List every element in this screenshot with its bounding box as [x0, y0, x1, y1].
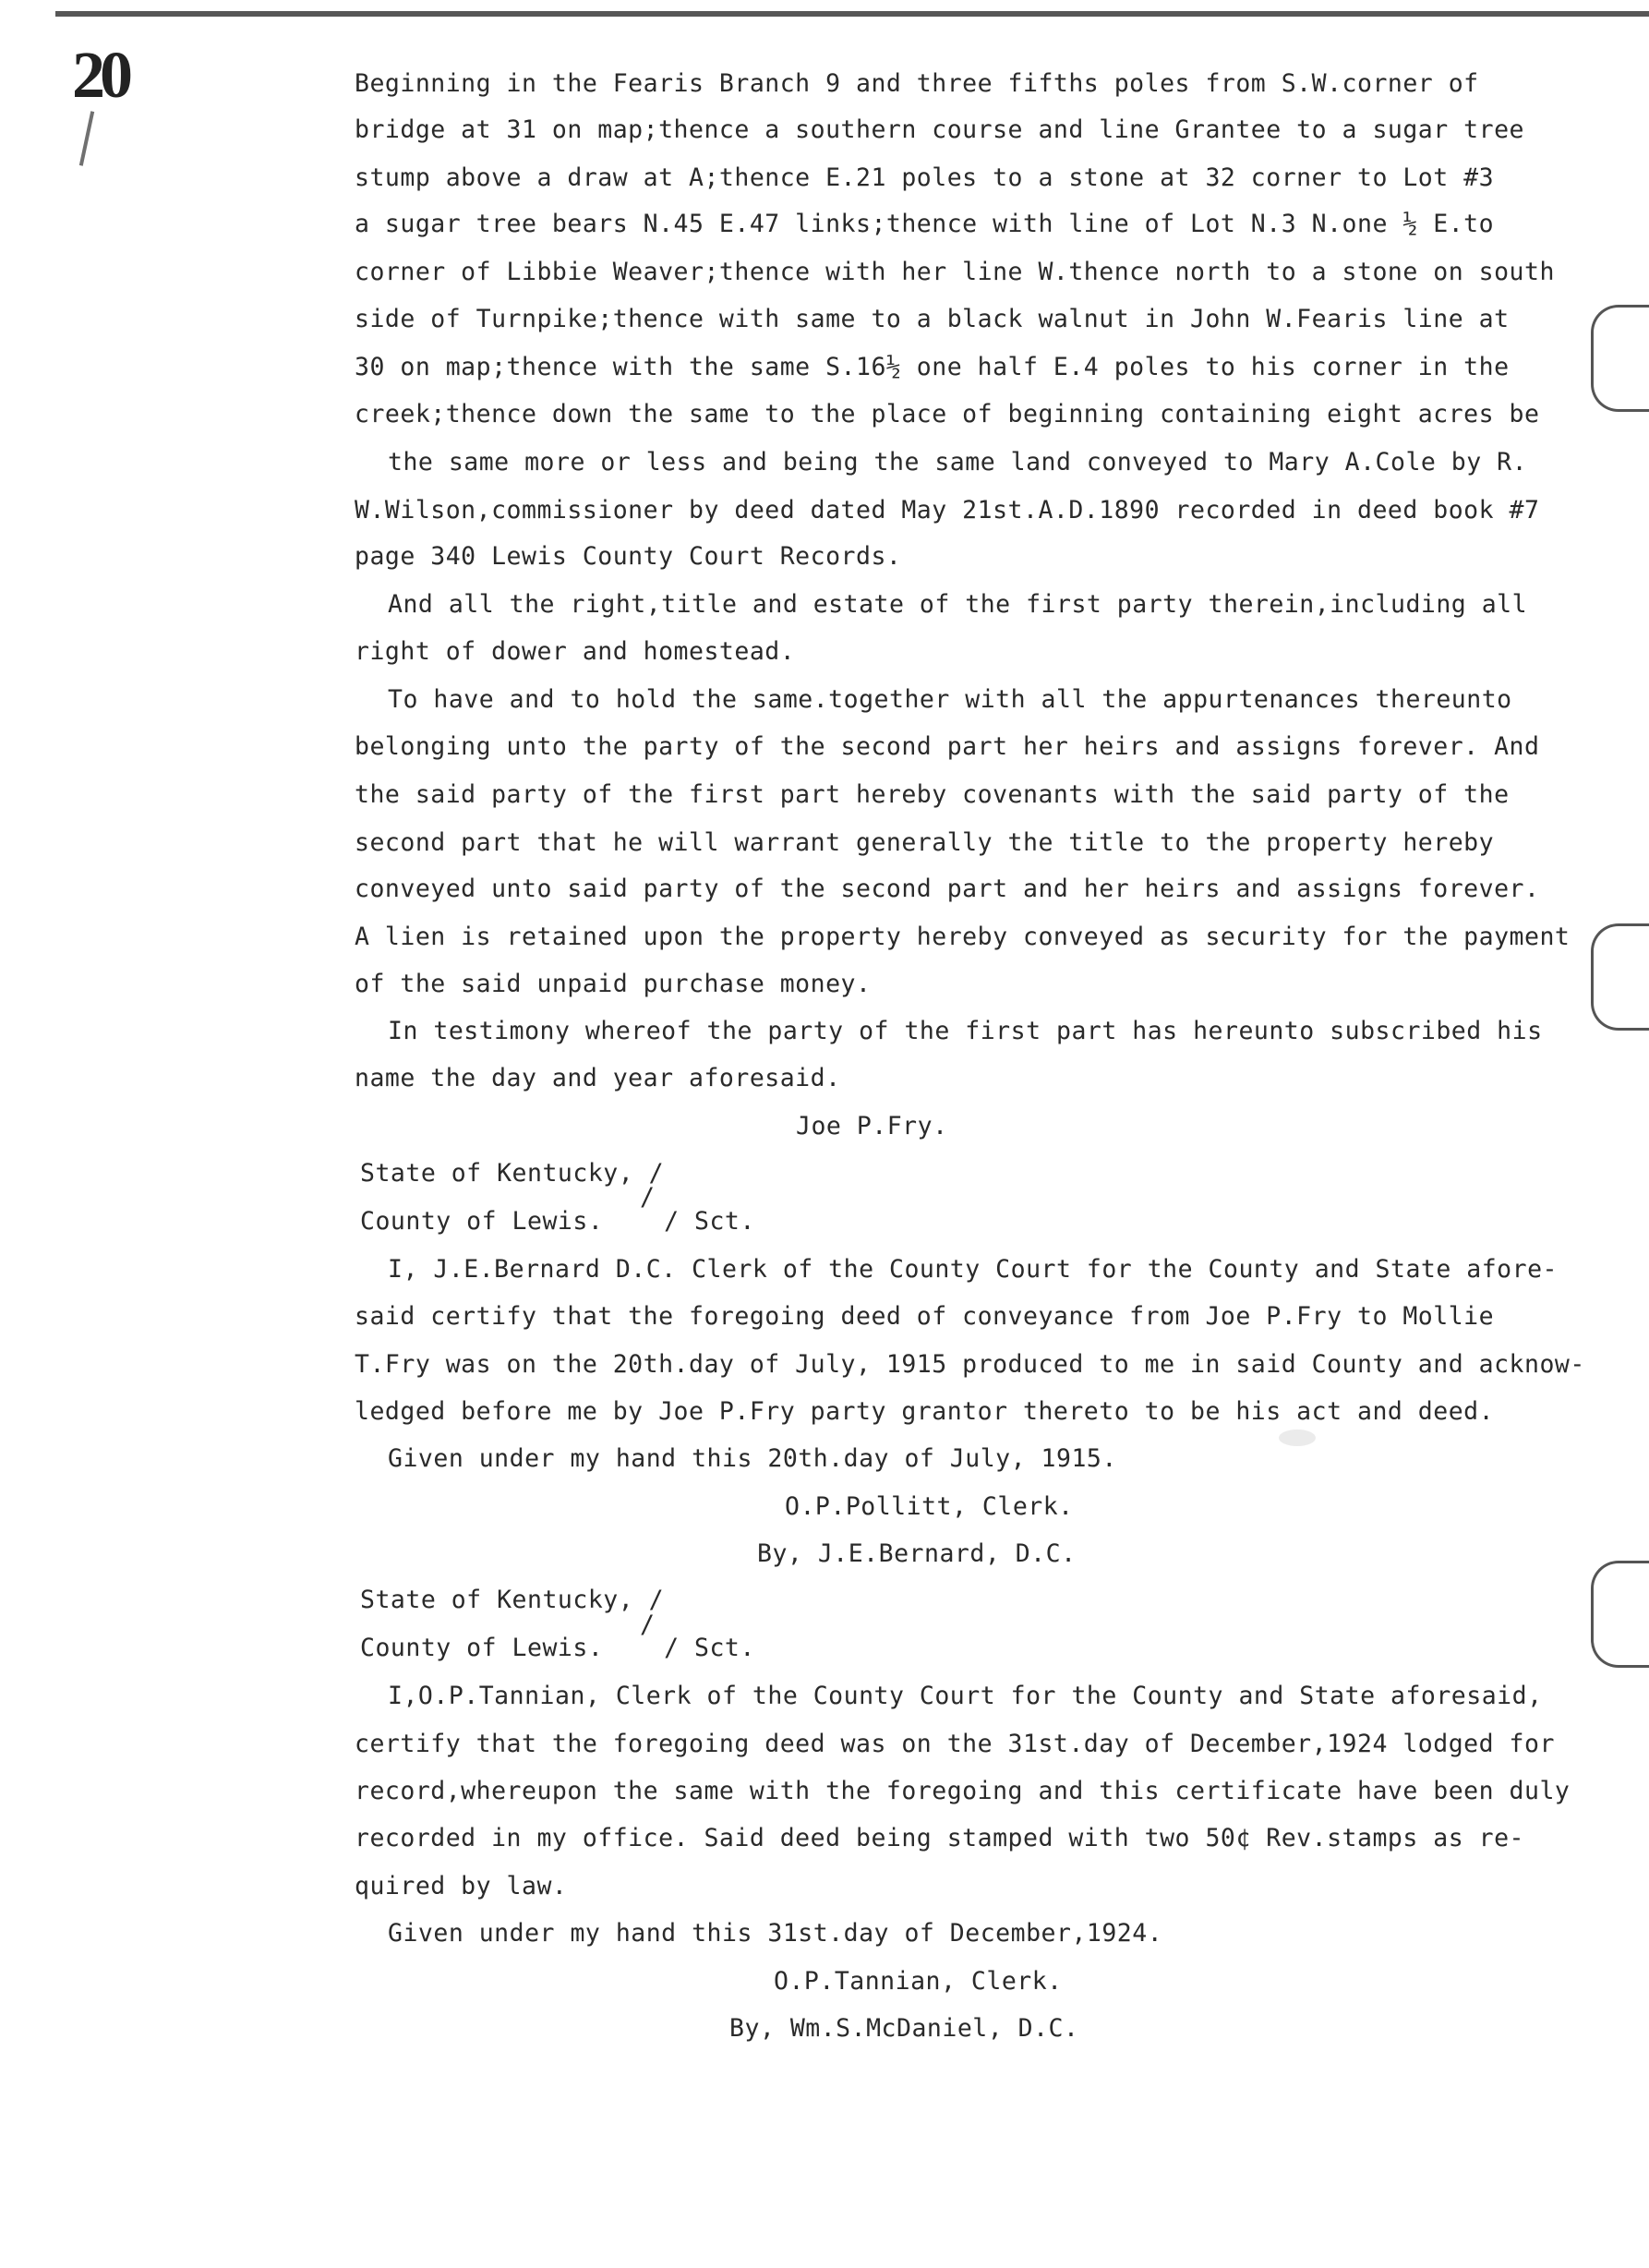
text-line: Beginning in the Fearis Branch 9 and three fifths poles from S.W.corner of [355, 69, 1479, 98]
smudge [1279, 1430, 1316, 1446]
text-line: bridge at 31 on map;thence a southern course and line Grantee to a sugar tree [355, 115, 1524, 144]
text-line: County of Lewis. / Sct. [360, 1207, 755, 1236]
text-line: State of Kentucky, / [360, 1159, 665, 1188]
text-line: In testimony whereof the party of the first part has hereunto subscribed his [388, 1017, 1543, 1045]
signature-grantor: Joe P.Fry. [796, 1112, 948, 1140]
signature-clerk: O.P.Pollitt, Clerk. [785, 1492, 1074, 1521]
text-line: I, J.E.Bernard D.C. Clerk of the County Court for the County and State afore- [388, 1255, 1558, 1284]
text-line: said certify that the foregoing deed of conveyance from Joe P.Fry to Mollie [355, 1302, 1495, 1331]
text-line: 30 on map;thence with the same S.16½ one half E.4 poles to his corner in the [355, 353, 1510, 381]
text-line: County of Lewis. / Sct. [360, 1634, 755, 1662]
text-line: recorded in my office. Said deed being stamped with two 50¢ Rev.stamps as re- [355, 1824, 1524, 1852]
binder-hole-3 [1591, 1561, 1649, 1668]
page-number-mark [79, 111, 94, 166]
text-line: belonging unto the party of the second part her heirs and assigns forever. And [355, 732, 1540, 761]
text-line: the said party of the first part hereby covenants with the said party of the [355, 780, 1510, 809]
text-line: quired by law. [355, 1872, 568, 1900]
text-line: name the day and year aforesaid. [355, 1064, 841, 1092]
text-line: creek;thence down the same to the place of beginning containing eight acres be [355, 400, 1540, 428]
text-line: the same more or less and being the same land conveyed to Mary A.Cole by R. [388, 448, 1528, 477]
text-line: right of dower and homestead. [355, 637, 796, 666]
signature-deputy: By, J.E.Bernard, D.C. [757, 1539, 1077, 1568]
text-line: second part that he will warrant generally the title to the property hereby [355, 828, 1495, 857]
text-line: page 340 Lewis County Court Records. [355, 542, 902, 571]
binder-hole-1 [1591, 305, 1649, 412]
binder-hole-2 [1591, 923, 1649, 1031]
text-line: ledged before me by Joe P.Fry party grantor thereto to be his act and deed. [355, 1397, 1495, 1426]
page-number: 20 [72, 38, 127, 112]
text-line: And all the right,title and estate of the first party therein,including all [388, 590, 1528, 619]
text-line: I,O.P.Tannian, Clerk of the County Court for the County and State aforesaid, [388, 1682, 1543, 1710]
text-line: corner of Libbie Weaver;thence with her line W.thence north to a stone on south [355, 258, 1555, 286]
text-line: Given under my hand this 20th.day of July, 1915. [388, 1444, 1117, 1473]
text-line: a sugar tree bears N.45 E.47 links;thence with line of Lot N.3 N.one ½ E.to [355, 210, 1495, 238]
text-line: Given under my hand this 31st.day of December,1924. [388, 1919, 1163, 1948]
text-line: of the said unpaid purchase money. [355, 970, 872, 998]
text-line: certify that the foregoing deed was on the 31st.day of December,1924 lodged for [355, 1730, 1555, 1758]
signature-deputy-2: By, Wm.S.McDaniel, D.C. [729, 2014, 1079, 2043]
text-line: W.Wilson,commissioner by deed dated May 21st.A.D.1890 recorded in deed book #7 [355, 496, 1540, 525]
text-line: To have and to hold the same.together with all the appurtenances thereunto [388, 685, 1512, 714]
signature-clerk-2: O.P.Tannian, Clerk. [774, 1967, 1063, 1996]
text-line: conveyed unto said party of the second part and her heirs and assigns forever. [355, 875, 1540, 903]
text-line: / [640, 1611, 656, 1639]
text-line: record,whereupon the same with the foregoing and this certificate have been duly [355, 1777, 1571, 1805]
text-line: A lien is retained upon the property hereby conveyed as security for the payment [355, 923, 1571, 951]
text-line: side of Turnpike;thence with same to a black walnut in John W.Fearis line at [355, 305, 1510, 333]
text-line: State of Kentucky, / [360, 1586, 665, 1614]
text-line: T.Fry was on the 20th.day of July, 1915 produced to me in said County and acknow- [355, 1350, 1585, 1379]
text-line: stump above a draw at A;thence E.21 poles to a stone at 32 corner to Lot #3 [355, 163, 1495, 192]
text-line: / [640, 1183, 656, 1212]
page-top-edge [55, 11, 1649, 17]
